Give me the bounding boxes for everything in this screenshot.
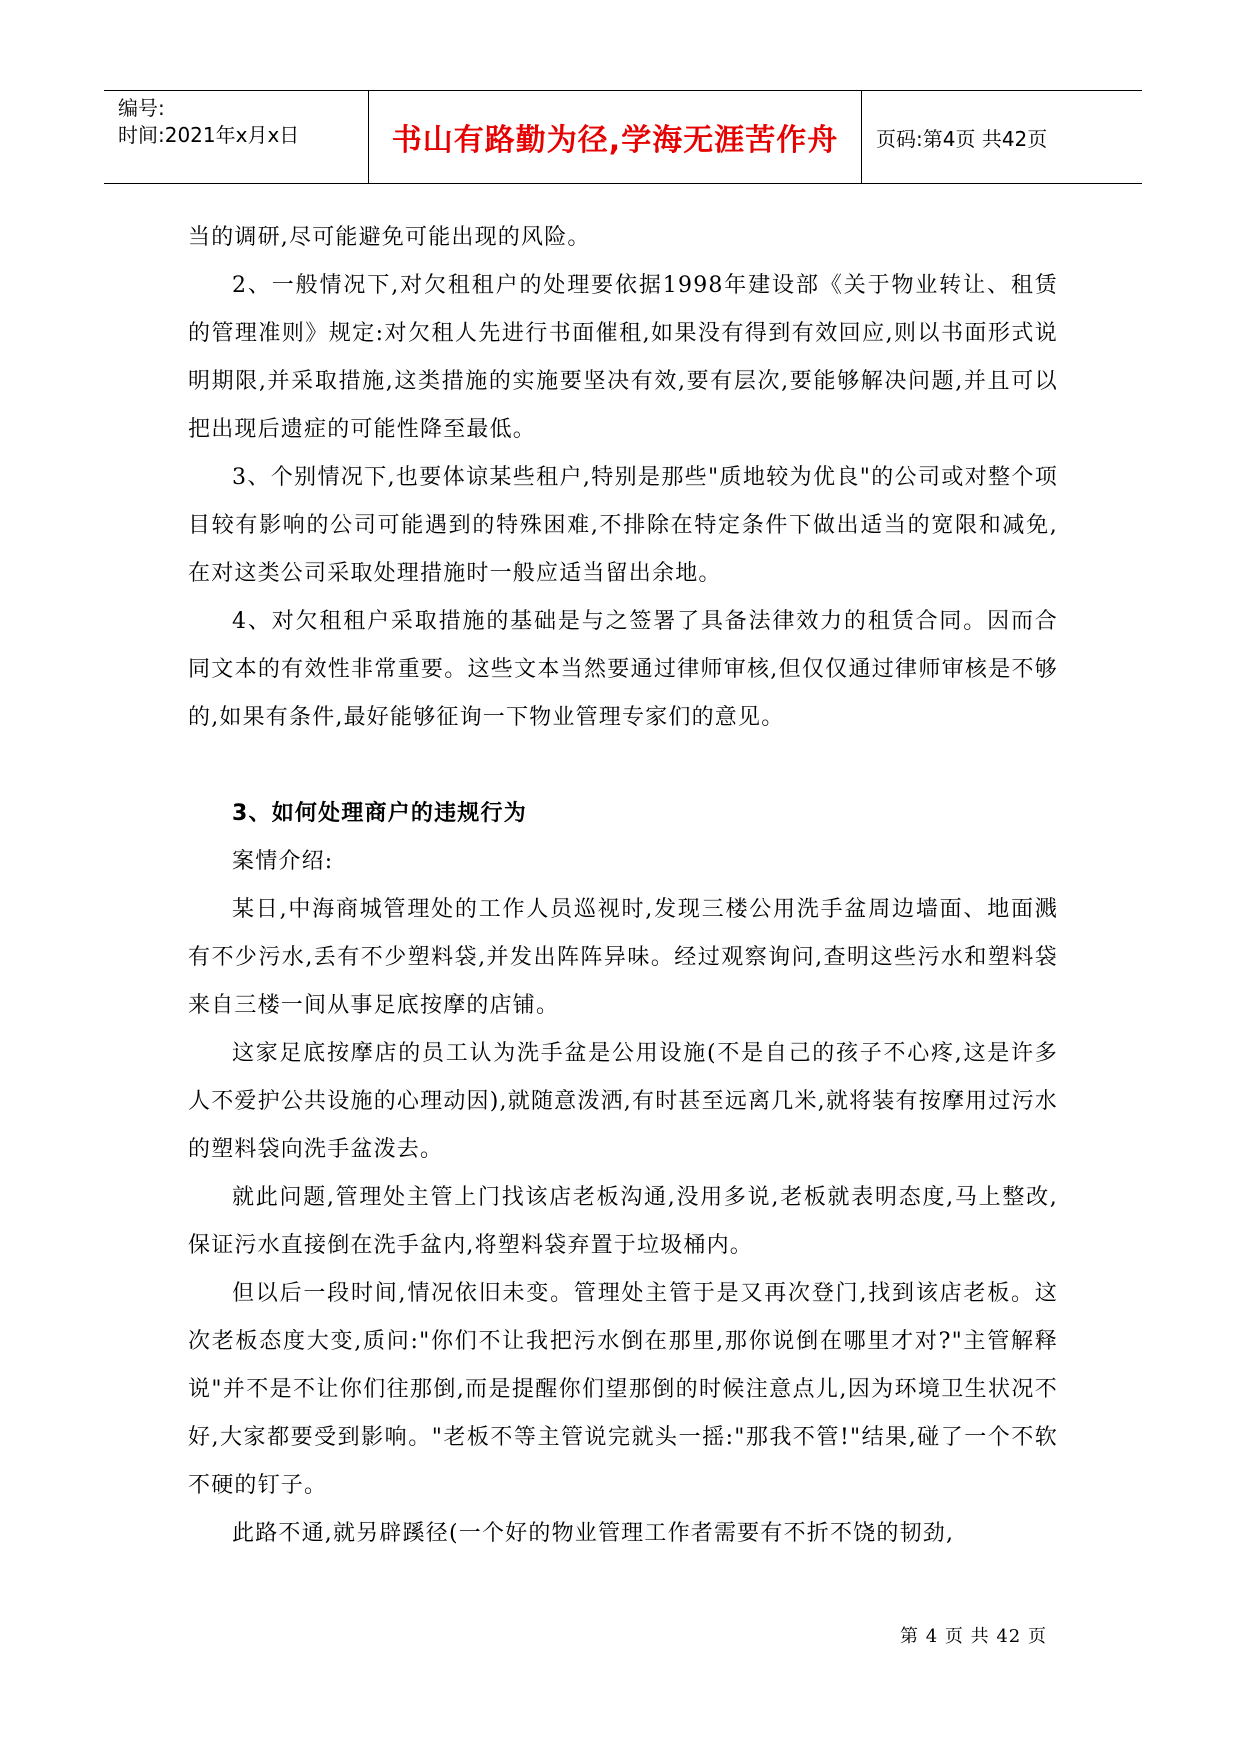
section-heading: 3、如何处理商户的违规行为 — [232, 801, 527, 826]
page-footer: 第 4 页 共 42 页 — [900, 1626, 1047, 1647]
paragraph: 这家足底按摩店的员工认为洗手盆是公用设施(不是自己的孩子不心疼,这是许多人不爱护公共设施的心理动因),就随意泼洒,有时甚至远离几米,就将装有按摩用过污水的塑料袋向洗手盆泼去。 — [188, 1041, 1058, 1162]
paragraph: 4、对欠租租户采取措施的基础是与之签署了具备法律效力的租赁合同。因而合同文本的有效性非常重要。这些文本当然要通过律师审核,但仅仅通过律师审核是不够的,如果有条件,最好能够征询一下物业管理专家们的意见。 — [188, 609, 1058, 730]
paragraph: 案情介绍: — [232, 849, 334, 874]
header-left-cell — [104, 91, 369, 183]
header-page-label: 页码:第4页 共42页 — [876, 126, 1048, 151]
paragraph: 某日,中海商城管理处的工作人员巡视时,发现三楼公用洗手盆周边墙面、地面溅有不少污水,丢有不少塑料袋,并发出阵阵异味。经过观察询问,查明这些污水和塑料袋来自三楼一间从事足底按摩的店铺。 — [188, 897, 1058, 1018]
paragraph: 但以后一段时间,情况依旧未变。管理处主管于是又再次登门,找到该店老板。这次老板态度大变,质问:"你们不让我把污水倒在那里,那你说倒在哪里才对?"主管解释说"并不是不让你们往那倒,而是提醒你们望那倒的时候注意点儿,因为环境卫生状况不好,大家都要受到影响。"老板不等主管说完就头一摇:"那我不管!"结果,碰了一个不软不硬的钉子。 — [188, 1281, 1058, 1498]
paragraph: 2、一般情况下,对欠租租户的处理要依据1998年建设部《关于物业转让、租赁的管理准则》规定:对欠租人先进行书面催租,如果没有得到有效回应,则以书面形式说明期限,并采取措施,这类措施的实施要坚决有效,要有层次,要能够解决问题,并且可以把出现后遗症的可能性降至最低。 — [188, 273, 1058, 442]
document-body — [188, 214, 1058, 1558]
number-label: 编号: — [118, 96, 165, 120]
paragraph: 3、个别情况下,也要体谅某些租户,特别是那些"质地较为优良"的公司或对整个项目较有影响的公司可能遇到的特殊困难,不排除在特定条件下做出适当的宽限和减免,在对这类公司采取处理措施时一般应适当留出余地。 — [188, 465, 1058, 586]
document-header — [104, 90, 1142, 184]
time-label: 时间:2021年x月x日 — [118, 123, 300, 147]
paragraph-continued: 当的调研,尽可能避免可能出现的风险。 — [188, 225, 591, 250]
paragraph: 就此问题,管理处主管上门找该店老板沟通,没用多说,老板就表明态度,马上整改,保证污水直接倒在洗手盆内,将塑料袋弃置于垃圾桶内。 — [188, 1185, 1058, 1258]
paragraph: 此路不通,就另辟蹊径(一个好的物业管理工作者需要有不折不饶的韧劲, — [232, 1521, 955, 1546]
header-motto: 书山有路勤为径,学海无涯苦作舟 — [369, 91, 862, 183]
